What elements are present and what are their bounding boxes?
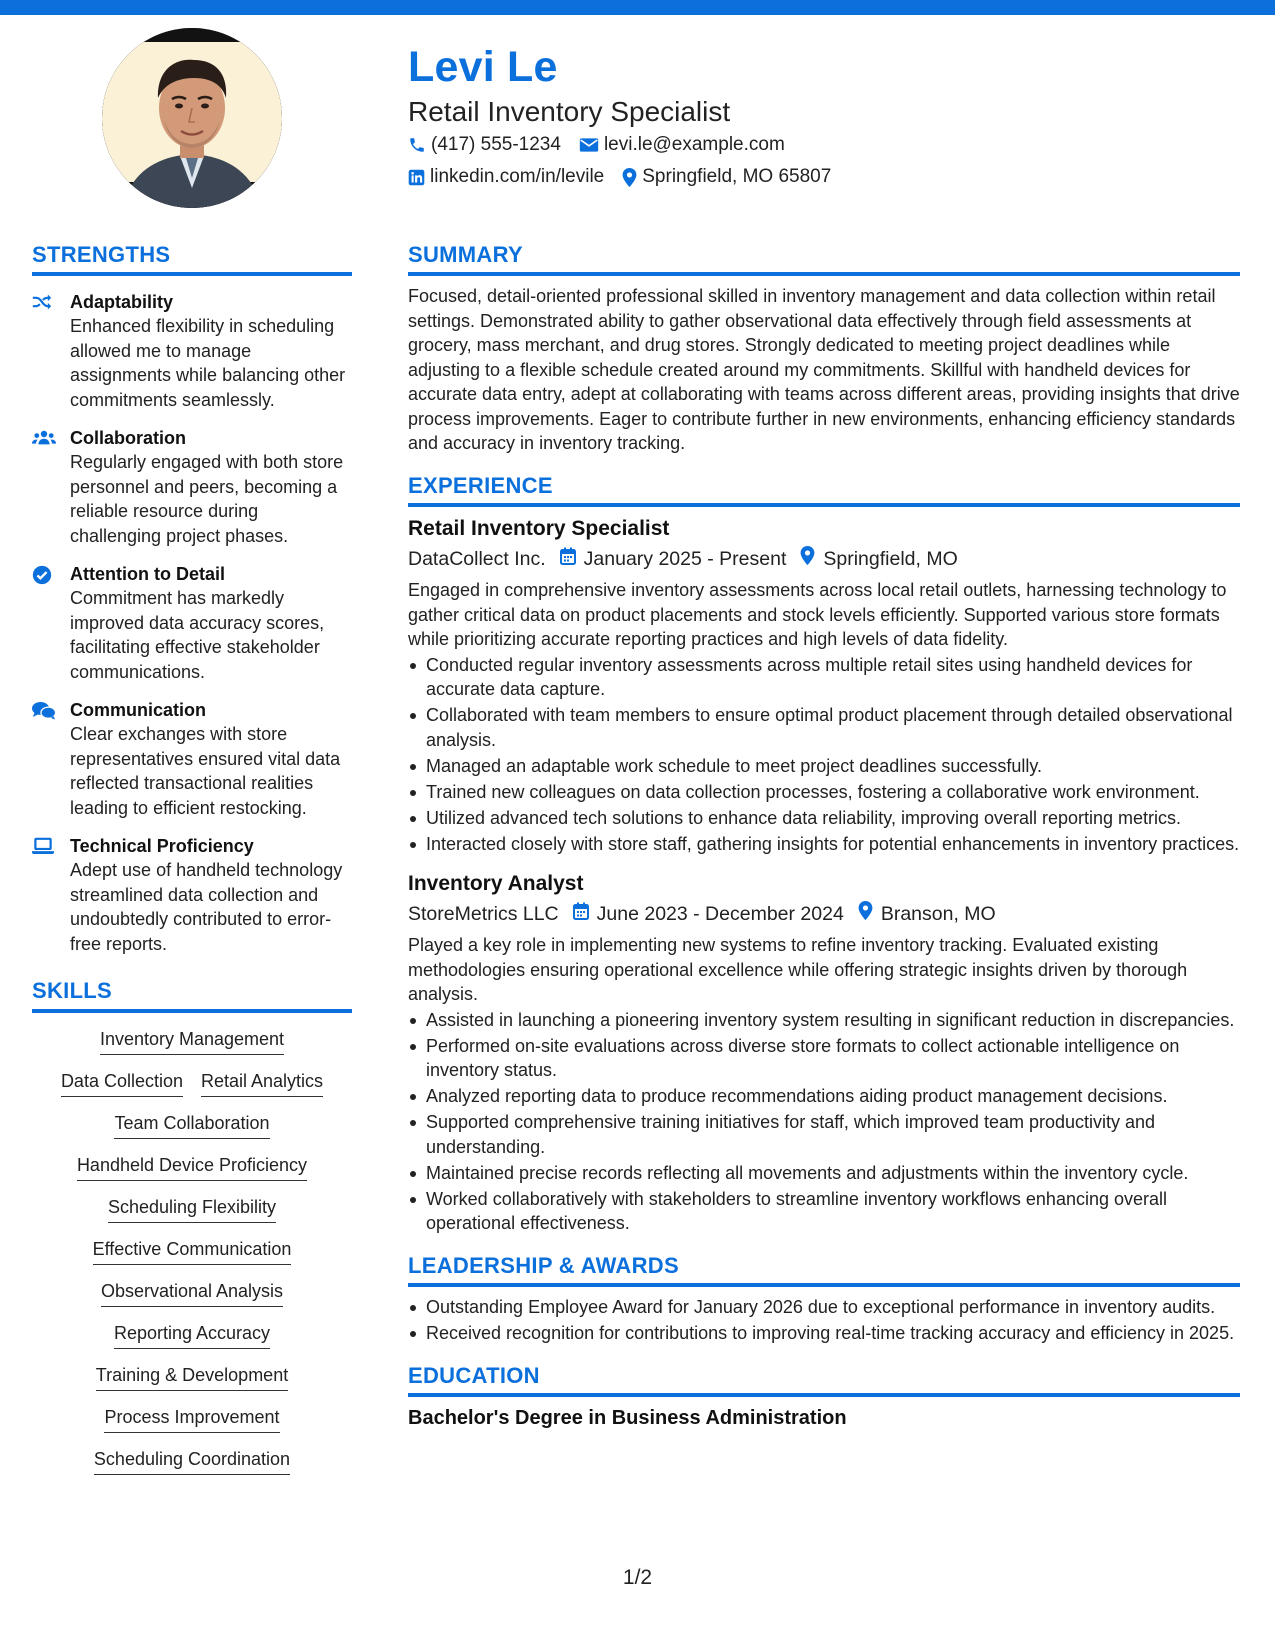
strength-title: Technical Proficiency <box>70 836 254 857</box>
skill-tag: Training & Development <box>96 1363 288 1391</box>
job-entry <box>408 870 1240 1236</box>
users-icon <box>32 434 56 451</box>
bullet-item: Maintained precise records reflecting all movements and adjustments within the inventory cycle. <box>408 1161 1240 1186</box>
bullet-item: Collaborated with team members to ensure optimal product placement through detailed observational analysis. <box>408 703 1240 752</box>
bullet-item: Outstanding Employee Award for January 2026 due to exceptional performance in inventory audits. <box>408 1295 1240 1320</box>
strength-desc: Enhanced flexibility in scheduling allowed me to manage assignments while balancing other commitments seamlessly. <box>70 316 346 410</box>
strength-title: Adaptability <box>70 292 174 313</box>
bullet-item: Assisted in launching a pioneering inventory system resulting in significant reduction in discrepancies. <box>408 1008 1240 1033</box>
strength-desc: Adept use of handheld technology streamlined data collection and undoubtedly contributed to error-free reports. <box>70 860 343 954</box>
strength-item <box>32 290 352 412</box>
job-company: StoreMetrics LLC <box>408 903 559 926</box>
bullet-item: Worked collaboratively with stakeholders to streamline inventory workflows enhancing overall operational effectiveness. <box>408 1187 1240 1236</box>
laptop-icon <box>32 842 54 859</box>
education-heading: EDUCATION <box>408 1363 1240 1397</box>
contact-email[interactable] <box>579 134 785 156</box>
strength-title: Communication <box>70 700 207 721</box>
strength-item <box>32 698 352 820</box>
awards-heading: LEADERSHIP & AWARDS <box>408 1253 1240 1287</box>
bullet-item: Interacted closely with store staff, gathering insights for potential enhancements in inventory practices. <box>408 832 1240 857</box>
map-pin-icon <box>622 168 637 187</box>
job-description: Engaged in comprehensive inventory assessments across local retail outlets, harnessing technology to gather critical data on product placements and stock levels efficiently. Supported various store formats while prioritizing accurate reporting practices and high levels of data fidelity. <box>408 580 1227 650</box>
strength-desc: Commitment has markedly improved data accuracy scores, facilitating effective stakeholder communications. <box>70 588 325 682</box>
bullet-item: Managed an adaptable work schedule to meet project deadlines successfully. <box>408 754 1240 779</box>
top-accent-bar <box>0 0 1275 15</box>
awards-list <box>408 1295 1240 1346</box>
contact-linkedin[interactable] <box>408 166 604 188</box>
linkedin-text: linkedin.com/in/levile <box>430 166 605 187</box>
job-location: Springfield, MO <box>800 545 957 573</box>
bullet-item: Performed on-site evaluations across diverse store formats to collect actionable intelligence on inventory status. <box>408 1034 1240 1083</box>
comments-icon <box>32 708 56 725</box>
check-circle-icon <box>32 572 52 589</box>
job-description: Played a key role in implementing new systems to refine inventory tracking. Evaluated existing methodologies ensuring operational excellence while offering strategic insights driven by thorough analysis. <box>408 935 1188 1005</box>
calendar-icon <box>573 900 589 928</box>
shuffle-icon <box>32 298 52 315</box>
candidate-name: Levi Le <box>408 43 558 91</box>
job-dates: June 2023 - December 2024 <box>573 900 844 928</box>
skill-tag: Retail Analytics <box>201 1069 323 1097</box>
skills-list <box>32 1027 352 1475</box>
phone-text: (417) 555-1234 <box>431 134 561 155</box>
experience-heading: EXPERIENCE <box>408 473 1240 507</box>
contact-location <box>622 166 831 188</box>
strength-item <box>32 426 352 548</box>
skills-heading: SKILLS <box>32 978 352 1012</box>
strengths-heading: STRENGTHS <box>32 242 352 276</box>
bullet-item: Supported comprehensive training initiatives for staff, which improved team productivity and understanding. <box>408 1110 1240 1159</box>
calendar-icon <box>560 545 576 573</box>
skill-tag: Scheduling Flexibility <box>108 1195 276 1223</box>
skill-tag: Reporting Accuracy <box>114 1321 270 1349</box>
job-entry <box>408 515 1240 856</box>
strength-title: Collaboration <box>70 428 186 449</box>
skill-tag: Inventory Management <box>100 1027 284 1055</box>
bullet-item: Conducted regular inventory assessments across multiple retail sites using handheld devices for accurate data capture. <box>408 653 1240 702</box>
phone-icon <box>408 136 426 154</box>
bullet-item: Analyzed reporting data to produce recommendations aiding product management decisions. <box>408 1084 1240 1109</box>
strength-desc: Regularly engaged with both store personnel and peers, becoming a reliable resource during challenging project phases. <box>70 452 344 546</box>
job-bullets <box>408 1008 1240 1236</box>
strength-item <box>32 834 352 956</box>
job-meta <box>408 900 1240 928</box>
bullet-item: Trained new colleagues on data collection processes, fostering a collaborative work environment. <box>408 780 1240 805</box>
job-company: DataCollect Inc. <box>408 548 546 571</box>
summary-text: Focused, detail-oriented professional skilled in inventory management and data collection within retail settings. Demonstrated ability to gather observational data effectively through field assessments at grocery, mass merchant, and drug stores. Strongly dedicated to meeting project deadlines while adjusting to a flexible schedule created around my commitments. Skillful with handheld devices for accurate data entry, adept at collaborating with teams across different areas, providing insights that drive process improvements. Eager to contribute further in new environments, enhancing efficiency standards and accuracy in inventory tracking. <box>408 286 1240 454</box>
strength-item <box>32 562 352 684</box>
map-pin-icon <box>800 545 815 573</box>
skill-tag: Handheld Device Proficiency <box>77 1153 307 1181</box>
education-degree: Bachelor's Degree in Business Administration <box>408 1407 847 1430</box>
job-location: Branson, MO <box>858 900 996 928</box>
email-text: levi.le@example.com <box>603 134 785 155</box>
contact-phone[interactable] <box>408 134 561 156</box>
strength-desc: Clear exchanges with store representatives ensured vital data reflected transactional realities leading to efficient restocking. <box>70 724 341 818</box>
bullet-item: Received recognition for contributions to improving real-time tracking accuracy and efficiency in 2025. <box>408 1321 1240 1346</box>
contact-row-1 <box>408 134 785 156</box>
bullet-item: Utilized advanced tech solutions to enhance data reliability, improving overall reporting metrics. <box>408 806 1240 831</box>
job-role: Retail Inventory Specialist <box>408 517 670 541</box>
job-role: Inventory Analyst <box>408 872 584 896</box>
skill-tag: Data Collection <box>61 1069 183 1097</box>
contact-row-2 <box>408 166 831 188</box>
linkedin-icon <box>408 169 425 186</box>
profile-photo <box>102 28 282 208</box>
page-number: 1/2 <box>622 1566 653 1589</box>
envelope-icon <box>579 137 599 153</box>
skill-tag: Effective Communication <box>93 1237 292 1265</box>
left-column <box>32 242 352 1475</box>
skill-tag: Scheduling Coordination <box>94 1447 290 1475</box>
job-bullets <box>408 653 1240 857</box>
skill-tag: Process Improvement <box>104 1405 279 1433</box>
job-meta <box>408 545 1240 573</box>
strength-title: Attention to Detail <box>70 564 225 585</box>
skill-tag: Team Collaboration <box>114 1111 269 1139</box>
candidate-title: Retail Inventory Specialist <box>408 96 731 127</box>
map-pin-icon <box>858 900 873 928</box>
job-dates: January 2025 - Present <box>560 545 787 573</box>
location-text: Springfield, MO 65807 <box>642 166 832 187</box>
summary-heading: SUMMARY <box>408 242 1240 276</box>
skill-tag: Observational Analysis <box>101 1279 283 1307</box>
right-column <box>408 242 1240 1431</box>
